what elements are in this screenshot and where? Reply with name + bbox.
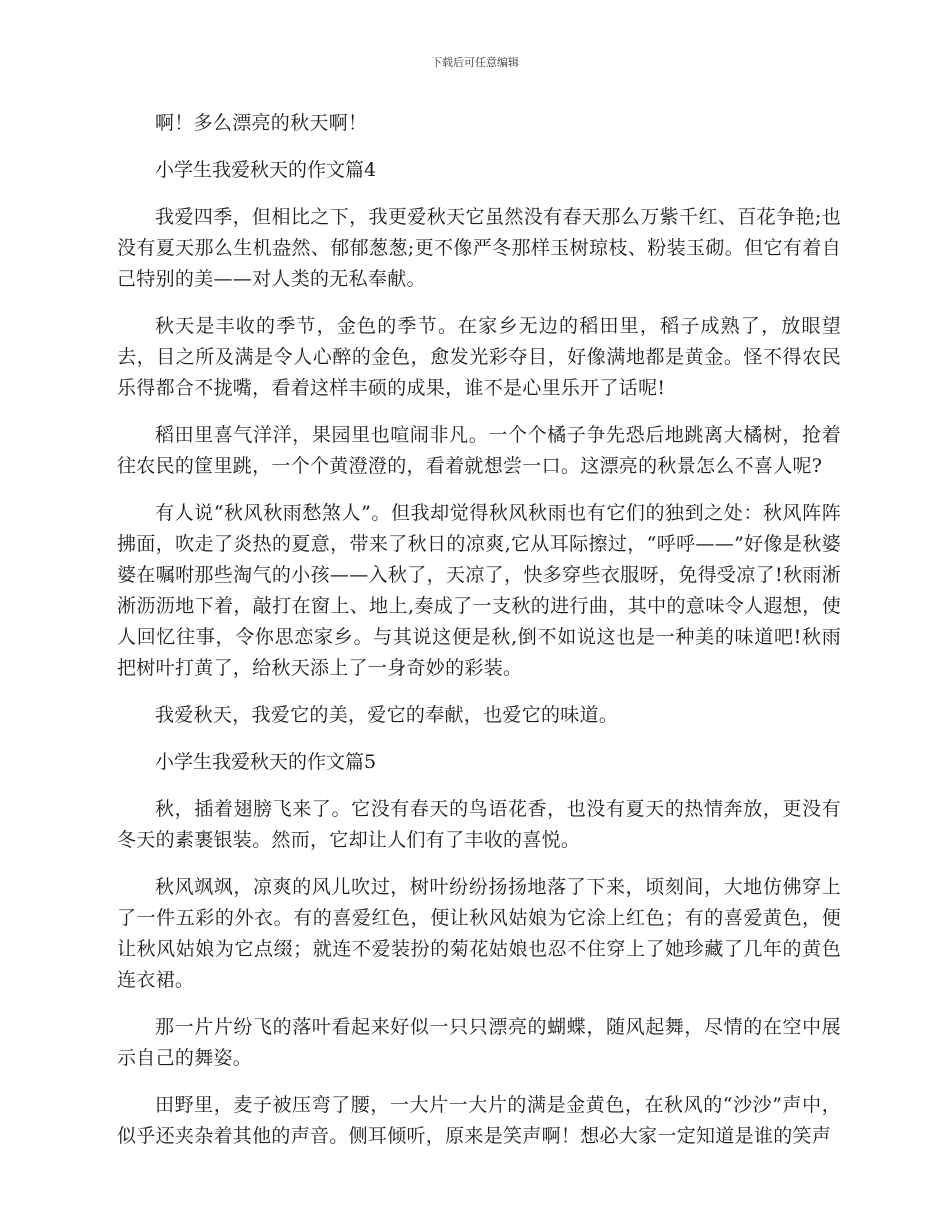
paragraph: 啊！多么漂亮的秋天啊！ [155, 112, 368, 134]
document-body [117, 108, 841, 1168]
paragraph: 秋，插着翅膀飞来了。它没有春天的鸟语花香，也没有夏天的热情奔放，更没有冬天的素裹银装。然而，它却让人们有了丰收的喜悦。 [117, 798, 841, 851]
paragraph: 我爱秋天，我爱它的美，爱它的奉献，也爱它的味道。 [155, 704, 619, 726]
page-header-note: 下载后可任意编辑 [431, 56, 519, 69]
paragraph: 那一片片纷飞的落叶看起来好似一只只漂亮的蝴蝶，随风起舞，尽情的在空中展示自己的舞姿。 [117, 1016, 841, 1069]
paragraph: 秋天是丰收的季节，金色的季节。在家乡无边的稻田里，稻子成熟了，放眼望去，目之所及满是令人心醉的金色，愈发光彩夺目，好像满地都是黄金。怪不得农民乐得都合不拢嘴，看着这样丰硕的成果，谁不是心里乐开了话呢! [117, 315, 841, 399]
section-heading: 小学生我爱秋天的作文篇5 [155, 751, 377, 773]
paragraph: 有人说“秋风秋雨愁煞人”。但我却觉得秋风秋雨也有它们的独到之处：秋风阵阵拂面，吹走了炎热的夏意，带来了秋日的凉爽,它从耳际擦过，“呼呼——”好像是秋婆婆在嘱咐那些淘气的小孩——入秋了，天凉了，快多穿些衣服呀，免得受凉了!秋雨淅淅沥沥地下着，敲打在窗上、地上,奏成了一支秋的进行曲，其中的意味令人遐想，使人回忆往事，令你思恋家乡。与其说这便是秋,倒不如说这也是一种美的味道吧!秋雨把树叶打黄了，给秋天添上了一身奇妙的彩装。 [117, 502, 841, 679]
paragraph: 田野里，麦子被压弯了腰，一大片一大片的满是金黄色，在秋风的“沙沙”声中，似乎还夹杂着其他的声音。侧耳倾听，原来是笑声啊！想必大家一定知道是谁的笑声 [117, 1094, 841, 1147]
paragraph: 我爱四季，但相比之下，我更爱秋天它虽然没有春天那么万紫千红、百花争艳;也没有夏天那么生机盎然、郁郁葱葱;更不像严冬那样玉树琼枝、粉装玉砌。但它有着自己特别的美——对人类的无私奉献。 [117, 206, 841, 290]
section-heading: 小学生我爱秋天的作文篇4 [155, 159, 377, 181]
paragraph: 秋风飒飒，凉爽的风儿吹过，树叶纷纷扬扬地落了下来，顷刻间，大地仿佛穿上了一件五彩的外衣。有的喜爱红色，便让秋风姑娘为它涂上红色；有的喜爱黄色，便让秋风姑娘为它点缀；就连不爱装扮的菊花姑娘也忍不住穿上了她珍藏了几年的黄色连衣裙。 [117, 876, 841, 991]
paragraph: 稻田里喜气洋洋，果园里也喧闹非凡。一个个橘子争先恐后地跳离大橘树，抢着往农民的筐里跳，一个个黄澄澄的，看着就想尝一口。这漂亮的秋景怎么不喜人呢? [117, 424, 841, 477]
